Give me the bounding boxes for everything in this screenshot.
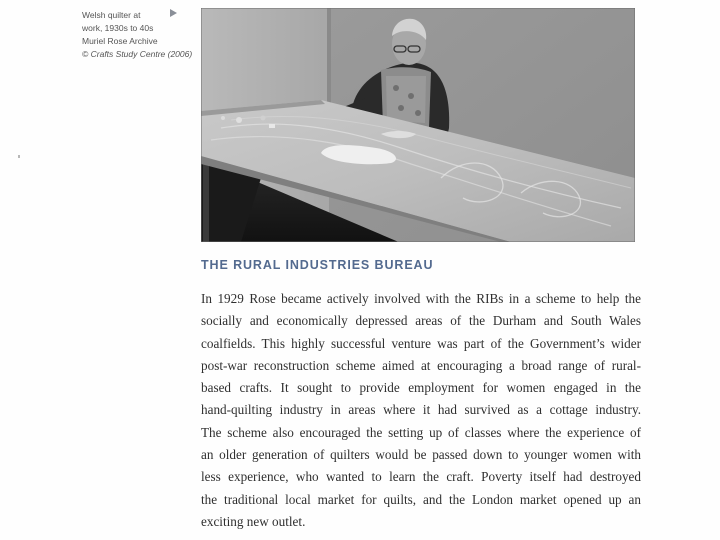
caption-line-1: Welsh quilter at [82,10,141,20]
body-line: The scheme also encouraged the setting up of classes where the experience of [201,424,641,440]
body-line: less experience, who wanted to learn the craft. Poverty itself had destroyed [201,469,641,485]
section-heading: THE RURAL INDUSTRIES BUREAU [201,258,434,272]
scan-speck [18,155,20,158]
body-line: socially and economically depressed areas of the Durham and South Wales [201,313,641,329]
body-line: based crafts. It sought to provide employment for women engaged in the [201,380,641,396]
body-line: coalfields. This highly successful venture was part of the Government’s wider [201,335,641,351]
body-line: post-war reconstruction scheme aimed at encouraging a broad range of rural- [201,357,641,373]
woman-quilting-photo [201,8,635,242]
caption-line-2: work, 1930s to 40s [82,23,154,33]
body-line: exciting new outlet. [201,513,306,529]
triangle-right-icon [170,9,177,17]
body-line: hand-quilting industry in areas where it had survived as a cottage industry. [201,402,641,418]
body-line: In 1929 Rose became actively involved with the RIBs in a scheme to help the [201,291,641,306]
body-line: the traditional local market for quilts, and the London market opened up an [201,491,641,507]
body-line: an older generation of quilters would be passed down to younger women with [201,447,641,463]
body-paragraph [201,288,641,533]
caption-archive: Muriel Rose Archive [82,36,158,46]
caption-credit: © Crafts Study Centre (2006) [82,49,193,59]
